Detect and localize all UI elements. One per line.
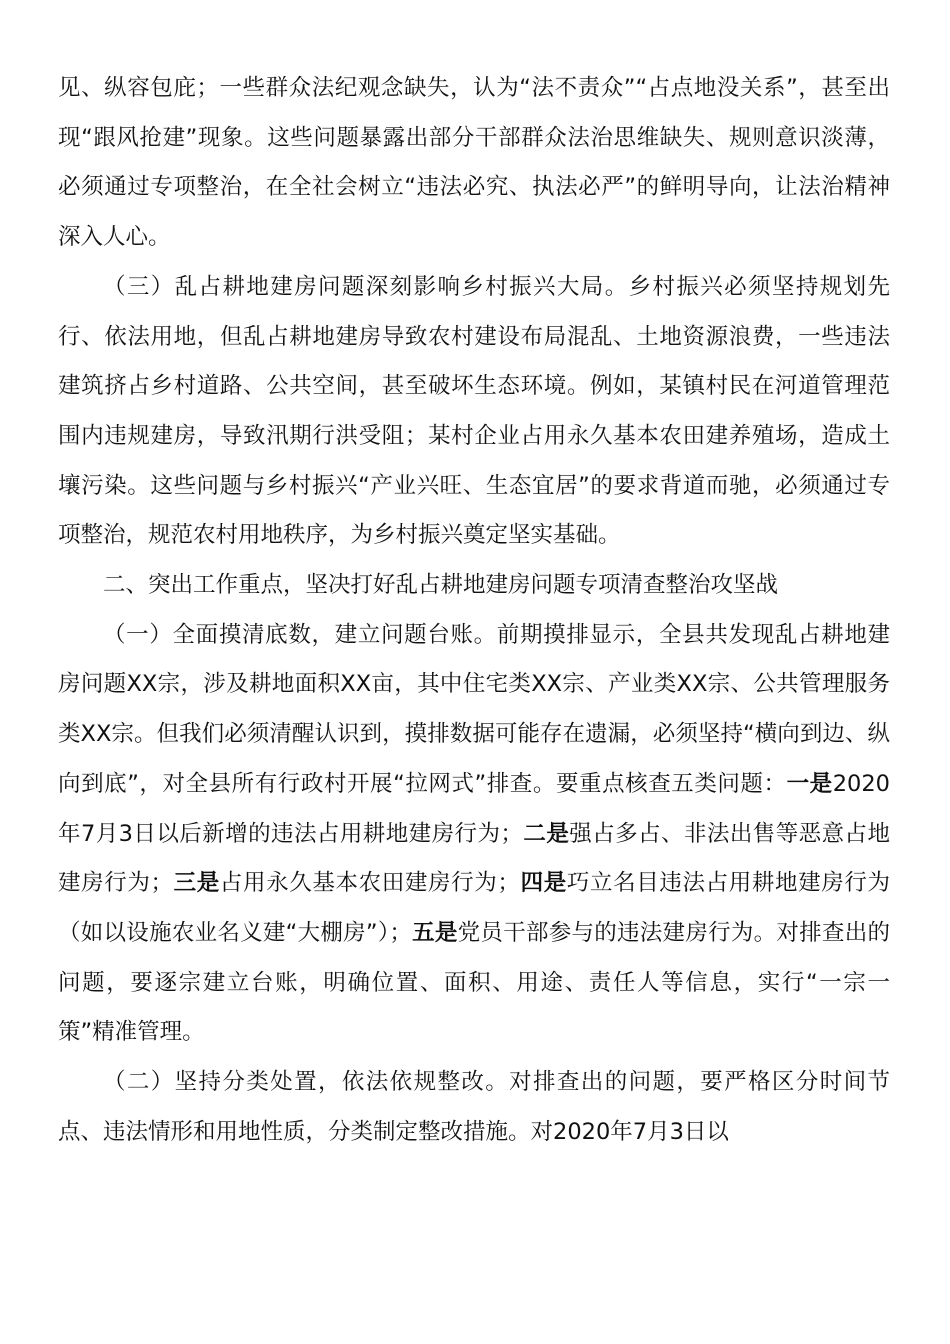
section-heading-two: 二、突出工作重点，坚决打好乱占耕地建房问题专项清查整治攻坚战	[103, 572, 779, 599]
paragraph-subsection-one	[58, 611, 890, 1058]
paragraph-subsection-two: （二）坚持分类处置，依法依规整改。对排查出的问题，要严格区分时间节点、违法情形和用地性质，分类制定整改措施。对2020年7月3日以	[58, 1069, 890, 1145]
bold-marker-three: 三是	[173, 870, 220, 897]
bold-marker-four: 四是	[519, 870, 567, 897]
paragraph-text: 占用永久基本农田建房行为；	[219, 870, 520, 897]
document-body	[58, 64, 890, 1157]
paragraph-continued: 见、纵容包庇；一些群众法纪观念缺失，认为“法不责众”“占点地没关系”，甚至出现“跟风抢建”现象。这些问题暴露出部分干部群众法治思维缺失、规则意识淡薄，必须通过专项整治，在全社会树立“违法必究、执法必严”的鲜明导向，让法治精神深入人心。	[58, 75, 890, 251]
paragraph-text: 巧立名目违法占用耕地建房行为（如以设施农业名义建“大棚房”）；	[58, 870, 890, 946]
paragraph-text: 党员干部参与的违法建房行为。对排查出的问题，要逐宗建立台账，明确位置、面积、用途、责任人等信息，实行“一宗一策”精准管理。	[58, 919, 890, 1046]
bold-marker-one: 一是	[786, 770, 833, 797]
paragraph-text: 强占多占、非法出售等恶意占地建房行为；	[58, 820, 890, 897]
paragraph-text: 2020年7月3日以后新增的违法占用耕地建房行为；	[58, 770, 890, 847]
paragraph-section-three: （三）乱占耕地建房问题深刻影响乡村振兴大局。乡村振兴必须坚持规划先行、依法用地，但乱占耕地建房导致农村建设布局混乱、土地资源浪费，一些违法建筑挤占乡村道路、公共空间，甚至破坏生态环境。例如，某镇村民在河道管理范围内违规建房，导致汛期行洪受阻；某村企业占用永久基本农田建养殖场，造成土壤污染。这些问题与乡村振兴“产业兴旺、生态宜居”的要求背道而驰，必须通过专项整治，规范农村用地秩序，为乡村振兴奠定坚实基础。	[58, 273, 890, 549]
bold-marker-five: 五是	[411, 919, 458, 946]
bold-marker-two: 二是	[522, 820, 570, 847]
paragraph-text: （一）全面摸清底数，建立问题台账。前期摸排显示，全县共发现乱占耕地建房问题XX宗，涉及耕地面积XX亩，其中住宅类XX宗、产业类XX宗、公共管理服务类XX宗。但我们必须清醒认识到，摸排数据可能存在遗漏，必须坚持“横向到边、纵向到底”，对全县所有行政村开展“拉网式”排查。要重点核查五类问题：	[58, 621, 890, 797]
